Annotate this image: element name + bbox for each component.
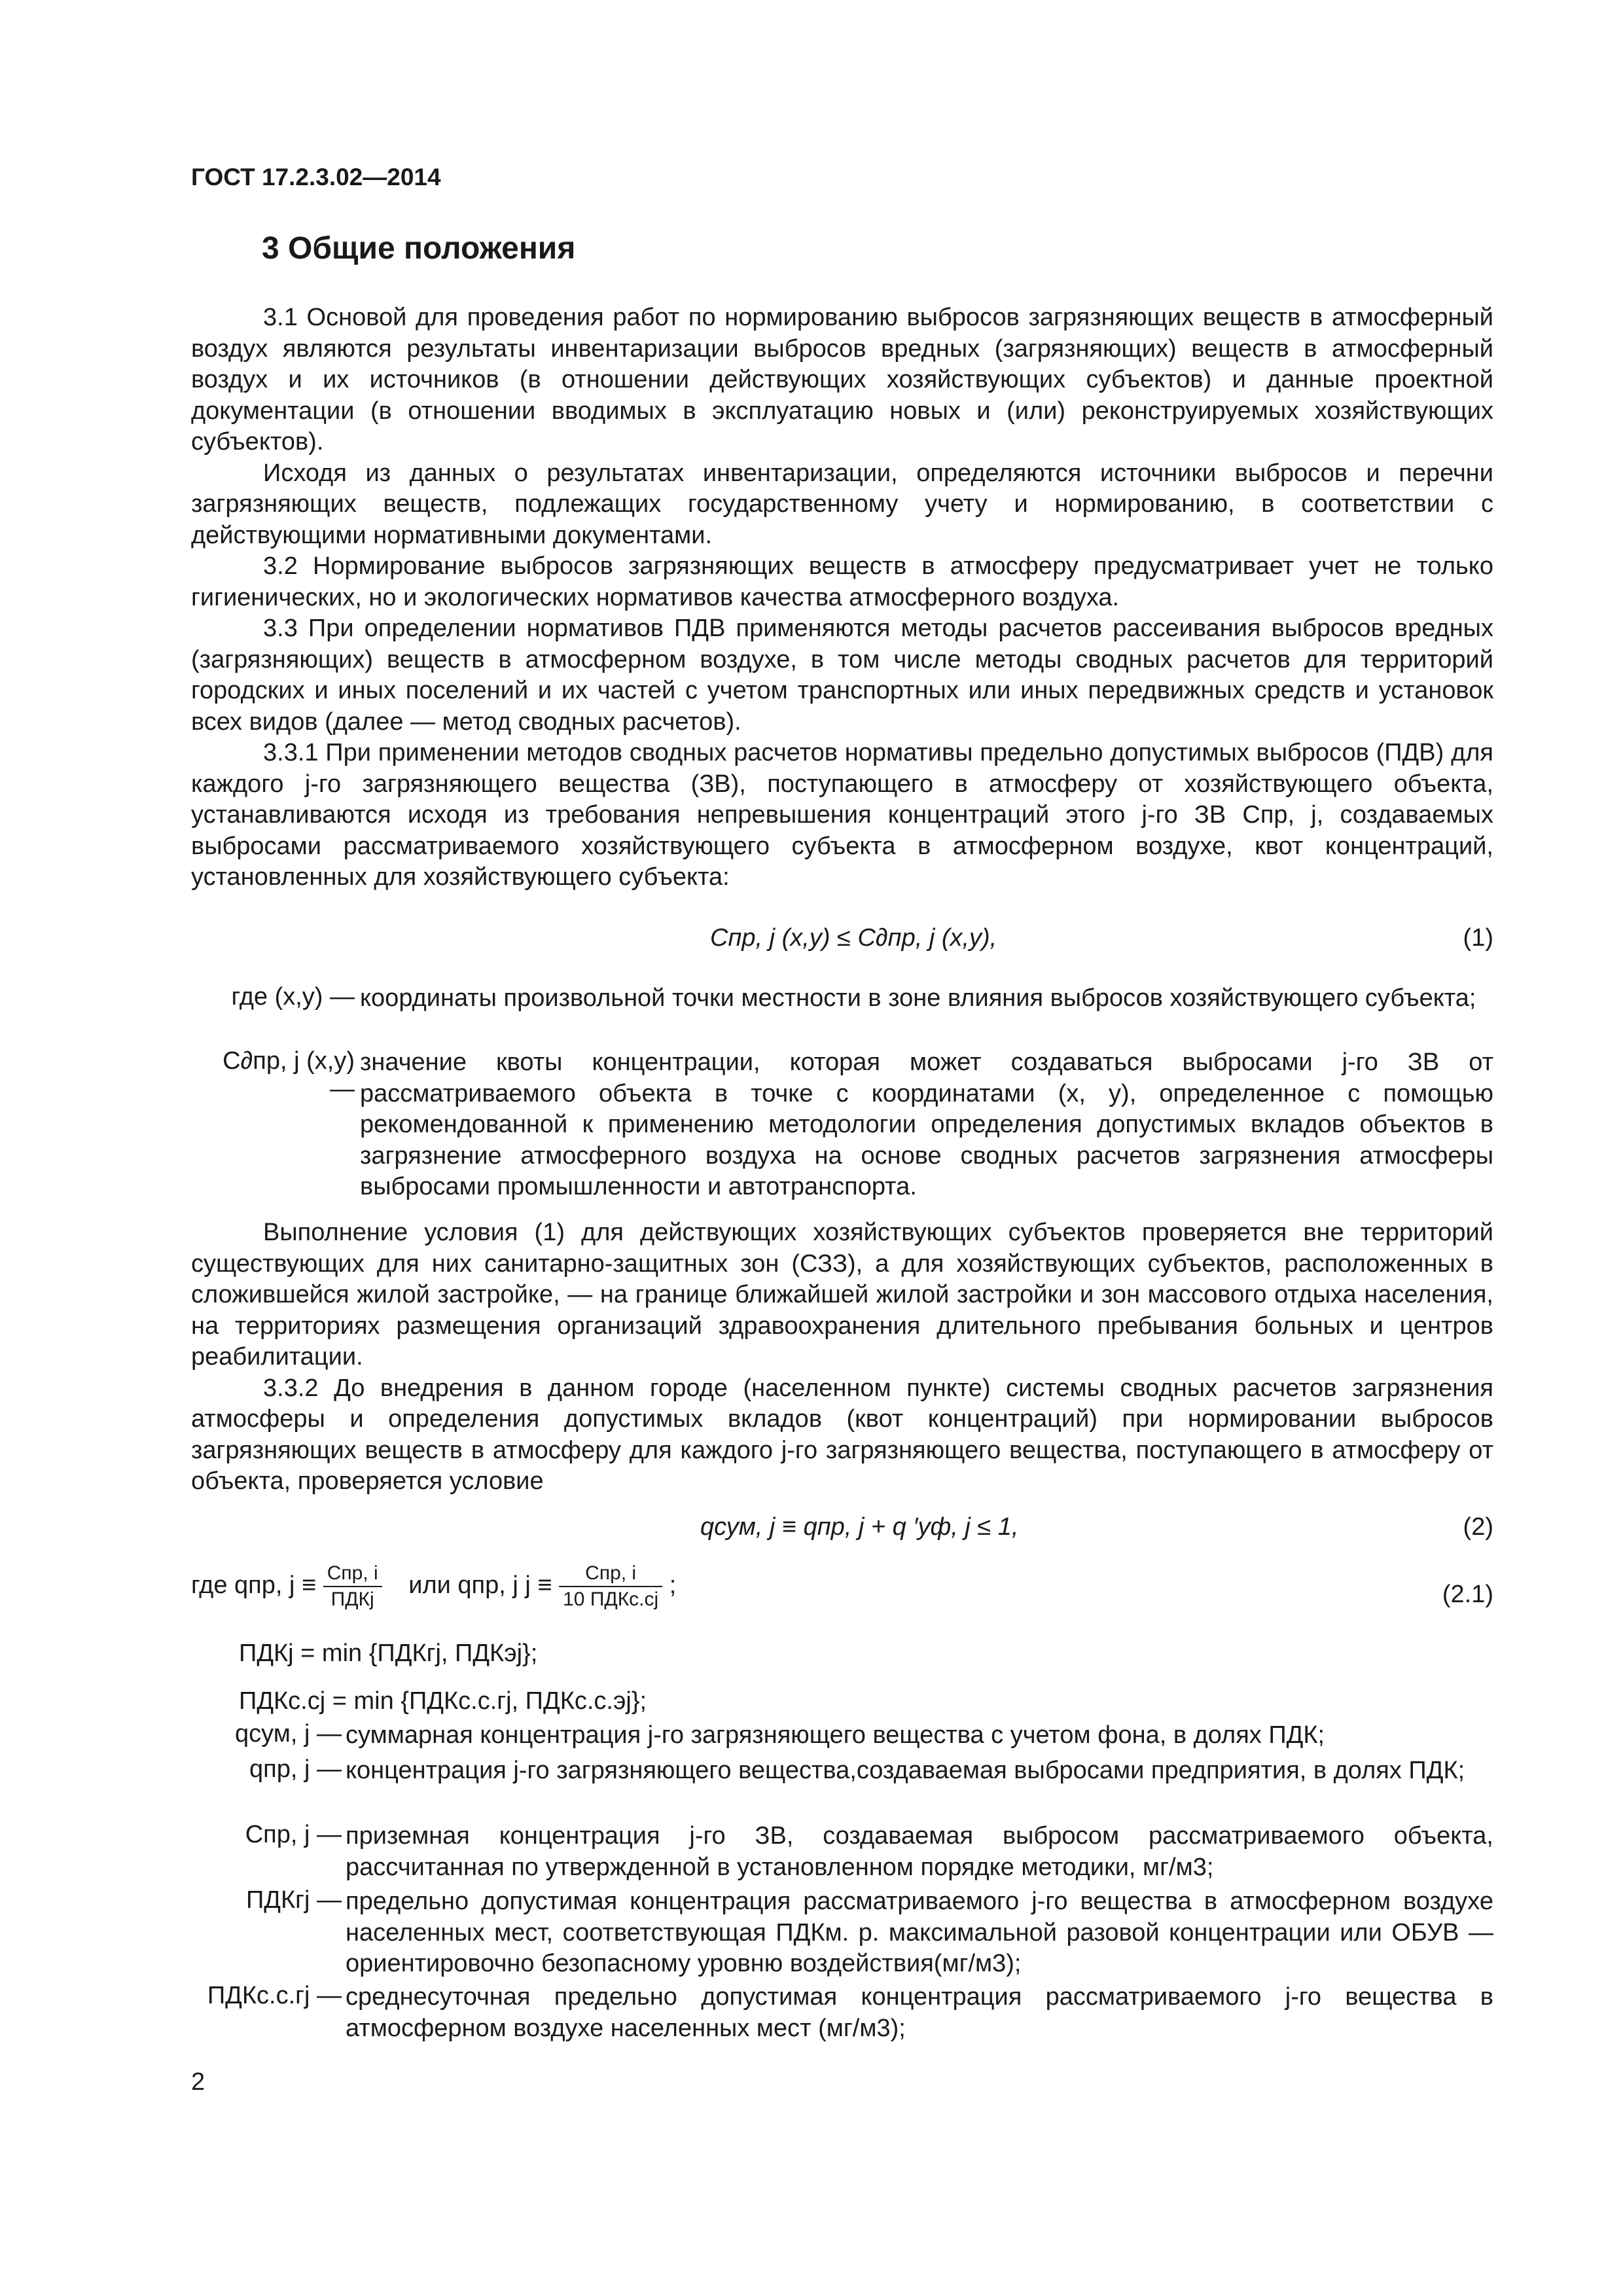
fraction-1 <box>323 1561 382 1612</box>
definition-symbol-xy: где (x,y) — <box>231 983 355 1011</box>
fraction-2 <box>559 1561 662 1612</box>
body-block-1 <box>191 302 1493 893</box>
equation-1: Cпр, j (x,y) ≤ C∂пр, j (x,y), <box>710 924 997 952</box>
definition-text-pdkssg: среднесуточная предельно допустимая концентрация рассматриваемого j-го вещества в атмосферном воздухе населенных мест (мг/м3); <box>346 1983 1493 2042</box>
paragraph-3-3-2: 3.3.2 До внедрения в данном городе (населенном пункте) системы сводных расчетов загрязнения атмосферы и определения допустимых вкладов (квот концентраций) при нормировании выбросов загрязняющих веществ в атмосферу для каждого j-го загрязняющего вещества, поступающего в атмосферу от объекта, проверяется условие <box>191 1374 1493 1495</box>
definition-symbol-pdkssg: ПДКс.с.гj — <box>207 1982 342 2009</box>
page-number: 2 <box>191 2068 205 2096</box>
definition-symbol-pdkg: ПДКгj — <box>245 1886 342 1914</box>
definition-symbol-qpr: qпр, j — <box>249 1755 342 1783</box>
equation-2-1-number: (2.1) <box>1442 1581 1493 1608</box>
paragraph-inventory: Исходя из данных о результатах инвентаризации, определяются источники выбросов и перечни загрязняющих веществ, подлежащих государственному учету и нормированию, в соответствии с действующими нормативными документами. <box>191 459 1493 549</box>
definition-text-qpr: концентрация j-го загрязняющего вещества,создаваемая выбросами предприятия, в долях ПДК; <box>346 1757 1465 1784</box>
paragraph-condition-check: Выполнение условия (1) для действующих хозяйствующих субъектов проверяется вне территорий существующих для них санитарно-защитных зон (СЗЗ), а для хозяйствующих субъектов, расположенных в сложившейся жилой застройке, — на границе ближайшей жилой застройки и зон массового отдыха населения, на территориях размещения организаций здравоохранения длительного пребывания больных и центров реабилитации. <box>191 1219 1493 1371</box>
equation-2-number: (2) <box>1463 1513 1493 1541</box>
document-header: ГОСТ 17.2.3.02—2014 <box>191 164 441 190</box>
fraction-1-denominator: ПДКj <box>330 1588 374 1610</box>
equation-2: qсум, j ≡ qпр, j + q ′уф, j ≤ 1, <box>700 1513 1019 1541</box>
definition-symbol-qsum: qсум, j — <box>235 1720 342 1748</box>
section-title: 3 Общие положения <box>262 231 576 266</box>
definition-text-cpr: приземная концентрация j-го ЗВ, создаваемая выбросом рассматриваемого объекта, рассчитанная по утвержденной в установленном порядке методики, мг/м3; <box>346 1822 1493 1881</box>
pdk-line: ПДКj = min {ПДКгj, ПДКэj}; <box>239 1640 538 1667</box>
definition-symbol-quota: C∂пр, j (x,y) — <box>223 1047 355 1103</box>
definition-text-pdkg: предельно допустимая концентрация рассматриваемого j-го вещества в атмосферном воздухе населенных мест, соответствующая ПДКм. р. максимальной разовой концентрации или ОБУВ — ориентировочно безопасному уровню воздействия(мг/м3); <box>346 1888 1493 1977</box>
definition-text-xy: координаты произвольной точки местности в зоне влияния выбросов хозяйствующего субъекта; <box>360 984 1476 1012</box>
definition-text-qsum: суммарная концентрация j-го загрязняющего вещества с учетом фона, в долях ПДК; <box>346 1721 1325 1749</box>
paragraph-3-1: 3.1 Основой для проведения работ по нормированию выбросов загрязняющих веществ в атмосферный воздух являются результаты инвентаризации выбросов вредных (загрязняющих) веществ в атмосферный воздух и их источников (в отношении действующих хозяйствующих субъектов) и данные проектной документации (в отношении вводимых в эксплуатацию новых и (или) реконструируемых хозяйствующих субъектов). <box>191 304 1493 456</box>
paragraph-3-3-1: 3.3.1 При применении методов сводных расчетов нормативы предельно допустимых выбросов (ПДВ) для каждого j-го загрязняющего вещества (ЗВ), поступающего в атмосферу от хозяйствующего объекта, устанавливаются исходя из требования непревышения концентраций этого j-го ЗВ Cпр, j, создаваемых выбросами рассматриваемого хозяйствующего субъекта в атмосферном воздухе, квот концентраций, установленных для хозяйствующего субъекта: <box>191 739 1493 891</box>
pdkss-line: ПДКс.сj = min {ПДКс.с.гj, ПДКс.с.эj}; <box>239 1687 647 1715</box>
fraction-2-numerator: Cпр, i <box>559 1561 662 1587</box>
equation-2-1-mid: или qпр, j j ≡ <box>408 1571 552 1600</box>
fraction-2-denominator: 10 ПДКс.сj <box>563 1588 659 1610</box>
equation-2-1-suffix: ; <box>669 1571 677 1600</box>
body-block-2 <box>191 1217 1493 1498</box>
definition-symbol-cpr: Cпр, j — <box>245 1821 342 1848</box>
equation-1-number: (1) <box>1463 924 1493 952</box>
paragraph-3-3: 3.3 При определении нормативов ПДВ применяются методы расчетов рассеивания выбросов вредных (загрязняющих) веществ в атмосферном воздухе, в том числе методы сводных расчетов для территорий городских и иных поселений и их частей с учетом транспортных или иных передвижных средств и установок всех видов (далее — метод сводных расчетов). <box>191 615 1493 736</box>
fraction-1-numerator: Cпр, i <box>323 1561 382 1587</box>
definition-text-quota: значение квоты концентрации, которая может создаваться выбросами j-го ЗВ от рассматриваемого объекта в точке с координатами (x, y), определенное с помощью рекомендованной к применению методологии определения допустимых вкладов объектов в загрязнение атмосферного воздуха на основе сводных расчетов загрязнения атмосферы выбросами промышленности и автотранспорта. <box>360 1049 1493 1200</box>
equation-2-1 <box>191 1561 676 1612</box>
equation-2-1-prefix: где qпр, j ≡ <box>191 1571 317 1600</box>
paragraph-3-2: 3.2 Нормирование выбросов загрязняющих веществ в атмосферу предусматривает учет не только гигиенических, но и экологических нормативов качества атмосферного воздуха. <box>191 552 1493 611</box>
